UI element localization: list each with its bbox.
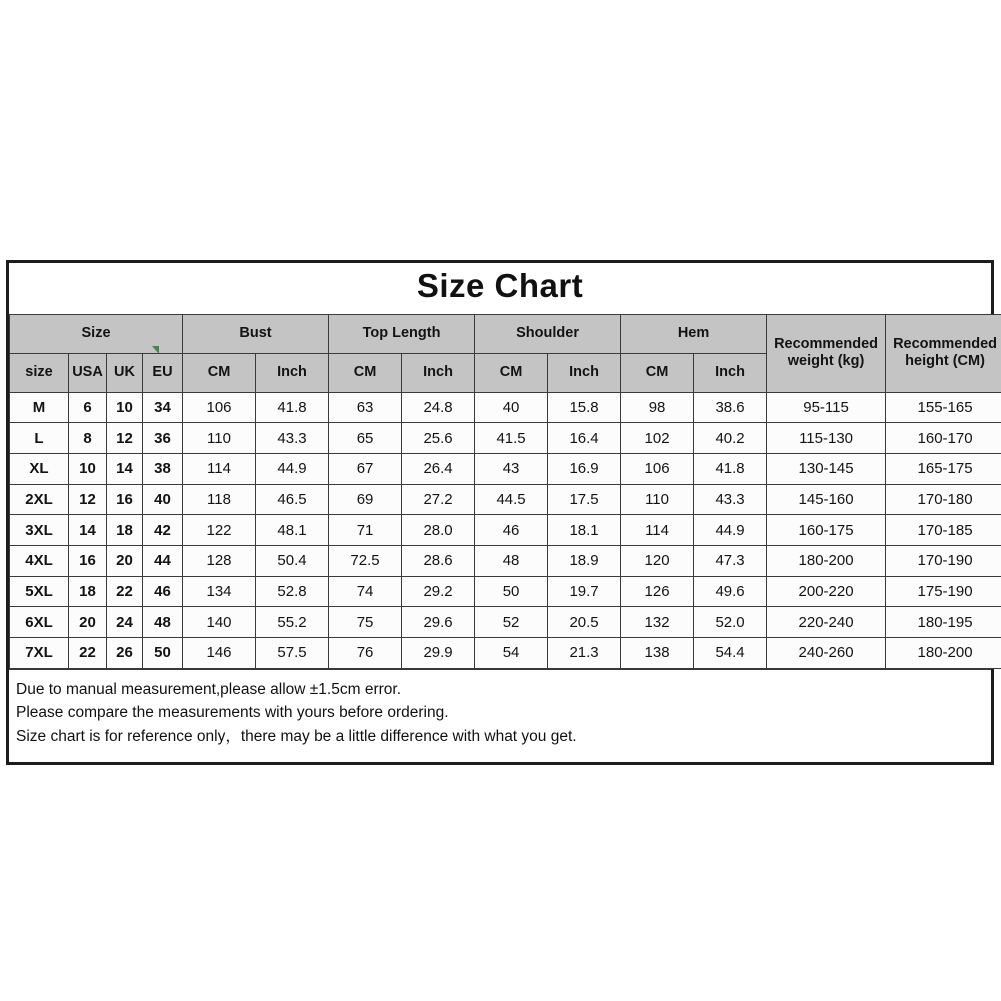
subheader-shoulder-cm: CM — [475, 353, 548, 392]
top-length-inch-cell: 29.9 — [402, 638, 475, 669]
chart-title-bar — [9, 263, 991, 314]
top-length-inch-cell: 29.6 — [402, 607, 475, 638]
bust-cm-cell: 110 — [183, 423, 256, 454]
uk-cell: 12 — [107, 423, 143, 454]
shoulder-inch-cell: 20.5 — [548, 607, 621, 638]
top-length-inch-cell: 25.6 — [402, 423, 475, 454]
recommended-height-cell: 180-200 — [886, 638, 1001, 669]
recommended-weight-cell: 130-145 — [767, 454, 886, 485]
top-length-cm-cell: 74 — [329, 576, 402, 607]
top-length-cm-cell: 72.5 — [329, 546, 402, 577]
top-length-inch-cell: 28.0 — [402, 515, 475, 546]
bust-cm-cell: 140 — [183, 607, 256, 638]
table-row — [10, 607, 1001, 638]
group-header-shoulder: Shoulder — [475, 314, 621, 353]
hem-cm-cell: 102 — [621, 423, 694, 454]
bust-cm-cell: 146 — [183, 638, 256, 669]
bust-inch-cell: 41.8 — [256, 392, 329, 423]
table-header — [10, 314, 1001, 392]
recommended-weight-cell: 95-115 — [767, 392, 886, 423]
bust-inch-cell: 43.3 — [256, 423, 329, 454]
bust-inch-cell: 48.1 — [256, 515, 329, 546]
usa-cell: 14 — [69, 515, 107, 546]
shoulder-inch-cell: 18.9 — [548, 546, 621, 577]
recommended-weight-cell: 240-260 — [767, 638, 886, 669]
group-header-size: Size — [10, 314, 183, 353]
shoulder-cm-cell: 54 — [475, 638, 548, 669]
subheader-uk: UK — [107, 353, 143, 392]
shoulder-cm-cell: 44.5 — [475, 484, 548, 515]
hem-inch-cell: 49.6 — [694, 576, 767, 607]
uk-cell: 22 — [107, 576, 143, 607]
shoulder-cm-cell: 40 — [475, 392, 548, 423]
recommended-weight-cell: 145-160 — [767, 484, 886, 515]
size-cell: 6XL — [10, 607, 69, 638]
bust-cm-cell: 118 — [183, 484, 256, 515]
recommended-height-cell: 165-175 — [886, 454, 1001, 485]
subheader-hem-inch: Inch — [694, 353, 767, 392]
bust-inch-cell: 52.8 — [256, 576, 329, 607]
uk-cell: 14 — [107, 454, 143, 485]
top-length-cm-cell: 71 — [329, 515, 402, 546]
usa-cell: 18 — [69, 576, 107, 607]
table-row — [10, 454, 1001, 485]
usa-cell: 12 — [69, 484, 107, 515]
shoulder-cm-cell: 48 — [475, 546, 548, 577]
recommended-height-cell: 155-165 — [886, 392, 1001, 423]
top-length-cm-cell: 65 — [329, 423, 402, 454]
table-row — [10, 546, 1001, 577]
bust-cm-cell: 122 — [183, 515, 256, 546]
note-line: Please compare the measurements with yours before ordering. — [16, 704, 449, 722]
recommended-height-cell: 170-190 — [886, 546, 1001, 577]
subheader-hem-cm: CM — [621, 353, 694, 392]
hem-inch-cell: 40.2 — [694, 423, 767, 454]
recommended-weight-cell: 115-130 — [767, 423, 886, 454]
recommended-weight-cell: 160-175 — [767, 515, 886, 546]
top-length-inch-cell: 24.8 — [402, 392, 475, 423]
size-cell: 5XL — [10, 576, 69, 607]
shoulder-cm-cell: 41.5 — [475, 423, 548, 454]
recommended-height-cell: 170-180 — [886, 484, 1001, 515]
note-line: Size chart is for reference only，there may be a little difference with what you get. — [16, 727, 577, 745]
subheader-usa: USA — [69, 353, 107, 392]
shoulder-inch-cell: 21.3 — [548, 638, 621, 669]
hem-cm-cell: 98 — [621, 392, 694, 423]
hem-inch-cell: 38.6 — [694, 392, 767, 423]
uk-cell: 24 — [107, 607, 143, 638]
bust-cm-cell: 114 — [183, 454, 256, 485]
subheader-eu: EU — [143, 353, 183, 392]
eu-cell: 48 — [143, 607, 183, 638]
bust-inch-cell: 50.4 — [256, 546, 329, 577]
hem-cm-cell: 114 — [621, 515, 694, 546]
eu-cell: 40 — [143, 484, 183, 515]
bust-inch-cell: 55.2 — [256, 607, 329, 638]
size-cell: 2XL — [10, 484, 69, 515]
recommended-height-cell: 180-195 — [886, 607, 1001, 638]
usa-cell: 22 — [69, 638, 107, 669]
shoulder-inch-cell: 18.1 — [548, 515, 621, 546]
subheader-top-inch: Inch — [402, 353, 475, 392]
table-row — [10, 392, 1001, 423]
uk-cell: 18 — [107, 515, 143, 546]
bust-inch-cell: 57.5 — [256, 638, 329, 669]
eu-cell: 46 — [143, 576, 183, 607]
hem-cm-cell: 106 — [621, 454, 694, 485]
hem-inch-cell: 54.4 — [694, 638, 767, 669]
hem-inch-cell: 44.9 — [694, 515, 767, 546]
table-row — [10, 638, 1001, 669]
size-cell: L — [10, 423, 69, 454]
recommended-height-cell: 170-185 — [886, 515, 1001, 546]
hem-inch-cell: 41.8 — [694, 454, 767, 485]
top-length-inch-cell: 27.2 — [402, 484, 475, 515]
group-header-hem: Hem — [621, 314, 767, 353]
size-chart-table — [9, 314, 1001, 669]
table-row — [10, 423, 1001, 454]
group-header-bust: Bust — [183, 314, 329, 353]
bust-inch-cell: 46.5 — [256, 484, 329, 515]
uk-cell: 16 — [107, 484, 143, 515]
top-length-cm-cell: 67 — [329, 454, 402, 485]
subheader-bust-inch: Inch — [256, 353, 329, 392]
eu-cell: 34 — [143, 392, 183, 423]
table-row — [10, 576, 1001, 607]
shoulder-inch-cell: 19.7 — [548, 576, 621, 607]
table-row — [10, 484, 1001, 515]
size-cell: XL — [10, 454, 69, 485]
shoulder-cm-cell: 52 — [475, 607, 548, 638]
usa-cell: 8 — [69, 423, 107, 454]
subheader-bust-cm: CM — [183, 353, 256, 392]
size-cell: 3XL — [10, 515, 69, 546]
usa-cell: 10 — [69, 454, 107, 485]
note-line: Due to manual measurement,please allow ±1.5cm error. — [16, 680, 401, 698]
hem-inch-cell: 52.0 — [694, 607, 767, 638]
subheader-shoulder-inch: Inch — [548, 353, 621, 392]
eu-cell: 38 — [143, 454, 183, 485]
shoulder-cm-cell: 46 — [475, 515, 548, 546]
hem-cm-cell: 132 — [621, 607, 694, 638]
top-length-cm-cell: 75 — [329, 607, 402, 638]
hem-inch-cell: 43.3 — [694, 484, 767, 515]
bust-inch-cell: 44.9 — [256, 454, 329, 485]
recommended-height-cell: 160-170 — [886, 423, 1001, 454]
eu-cell: 44 — [143, 546, 183, 577]
shoulder-inch-cell: 17.5 — [548, 484, 621, 515]
usa-cell: 20 — [69, 607, 107, 638]
size-chart-table-block — [6, 260, 998, 765]
bust-cm-cell: 106 — [183, 392, 256, 423]
recommended-weight-cell: 180-200 — [767, 546, 886, 577]
hem-cm-cell: 138 — [621, 638, 694, 669]
measurement-notes — [9, 669, 991, 763]
uk-cell: 20 — [107, 546, 143, 577]
group-header-rec-height: Recommended height (CM) — [886, 314, 1001, 392]
eu-cell: 50 — [143, 638, 183, 669]
shoulder-cm-cell: 50 — [475, 576, 548, 607]
top-length-cm-cell: 76 — [329, 638, 402, 669]
top-length-inch-cell: 28.6 — [402, 546, 475, 577]
usa-cell: 16 — [69, 546, 107, 577]
top-length-cm-cell: 69 — [329, 484, 402, 515]
uk-cell: 26 — [107, 638, 143, 669]
subheader-top-cm: CM — [329, 353, 402, 392]
recommended-height-cell: 175-190 — [886, 576, 1001, 607]
top-length-inch-cell: 26.4 — [402, 454, 475, 485]
group-header-top-length: Top Length — [329, 314, 475, 353]
hem-cm-cell: 120 — [621, 546, 694, 577]
eu-cell: 42 — [143, 515, 183, 546]
eu-cell: 36 — [143, 423, 183, 454]
shoulder-inch-cell: 15.8 — [548, 392, 621, 423]
uk-cell: 10 — [107, 392, 143, 423]
top-length-inch-cell: 29.2 — [402, 576, 475, 607]
recommended-weight-cell: 200-220 — [767, 576, 886, 607]
top-length-cm-cell: 63 — [329, 392, 402, 423]
shoulder-cm-cell: 43 — [475, 454, 548, 485]
hem-cm-cell: 110 — [621, 484, 694, 515]
subheader-size: size — [10, 353, 69, 392]
bust-cm-cell: 134 — [183, 576, 256, 607]
recommended-weight-cell: 220-240 — [767, 607, 886, 638]
table-row — [10, 515, 1001, 546]
size-cell: M — [10, 392, 69, 423]
size-cell: 7XL — [10, 638, 69, 669]
hem-cm-cell: 126 — [621, 576, 694, 607]
page-title: Size Chart — [416, 267, 584, 304]
usa-cell: 6 — [69, 392, 107, 423]
shoulder-inch-cell: 16.4 — [548, 423, 621, 454]
table-body — [10, 392, 1001, 668]
group-header-rec-weight: Recommended weight (kg) — [767, 314, 886, 392]
bust-cm-cell: 128 — [183, 546, 256, 577]
hem-inch-cell: 47.3 — [694, 546, 767, 577]
size-cell: 4XL — [10, 546, 69, 577]
shoulder-inch-cell: 16.9 — [548, 454, 621, 485]
